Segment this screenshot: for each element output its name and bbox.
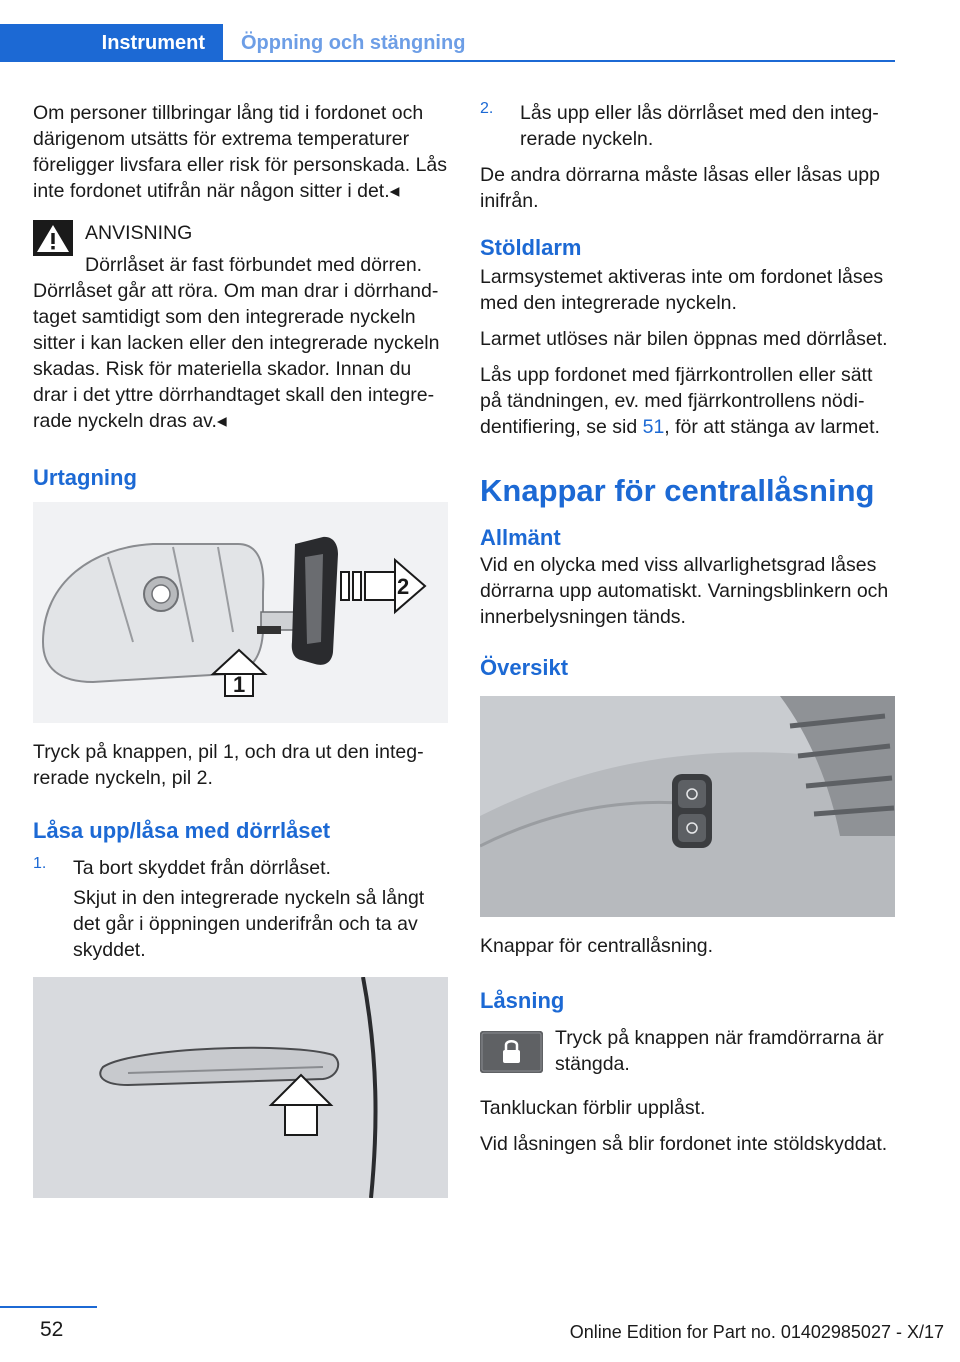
alarm-p3 bbox=[480, 362, 895, 440]
general-text: Vid en olycka med viss allvarlighetsgrad låses dörrarna upp automatiskt. Varningsblinkern och innerbelysningen tänds. bbox=[480, 554, 889, 628]
list-item bbox=[33, 855, 448, 963]
overview-caption: Knappar för centrallåsning. bbox=[480, 935, 714, 957]
doors-text: De andra dörrarna måste låsas eller låsas upp inifrån. bbox=[480, 164, 880, 212]
notice-body: Dörrlåset går att röra. Om man drar i dörrhandtaget samtidigt som den integrerade nyckeln sitter i kan lacken eller den integrerade nyckeln skadas. Risk för materiella skador. Innan du drar i det yttre dörrhandtaget skall den integrerade nyckeln dras av.◂ bbox=[33, 280, 440, 432]
notice-heading: ANVISNING bbox=[85, 222, 193, 244]
tab-opening-closing[interactable]: Öppning och stängning bbox=[241, 32, 466, 54]
right-column bbox=[480, 100, 895, 1167]
step1-text: Ta bort skyddet från dörrlåset. bbox=[73, 857, 331, 879]
heading-central-locking: Knappar för centrallåsning bbox=[480, 473, 875, 508]
heading-overview: Översikt bbox=[480, 655, 569, 680]
locking-row bbox=[480, 1025, 895, 1085]
figure-central-lock-buttons bbox=[480, 696, 895, 917]
figure-door-handle bbox=[33, 977, 448, 1198]
list-number: 1. bbox=[33, 855, 47, 872]
figure-key-removal bbox=[33, 502, 448, 723]
locking-text: Tryck på knappen när framdörrarna är stängda. bbox=[555, 1027, 884, 1075]
warning-triangle-icon bbox=[33, 220, 73, 256]
notice-block bbox=[33, 220, 448, 434]
heading-lock-door: Låsa upp/låsa med dörrlåset bbox=[33, 818, 331, 843]
alarm-p2: Larmet utlöses när bilen öppnas med dörrlåset. bbox=[480, 328, 888, 350]
list-number: 2. bbox=[480, 100, 494, 117]
heading-locking: Låsning bbox=[480, 988, 565, 1013]
header-bar bbox=[0, 0, 895, 62]
lock-icon bbox=[480, 1031, 543, 1073]
list-item bbox=[480, 100, 895, 152]
edition-text: Online Edition for Part no. 01402985027 - X/17 bbox=[569, 1322, 944, 1342]
alarm-p3-pre: Lås upp fordonet med fjärrkontrollen eller sätt på tändningen, ev. med fjärrkontrollens nödidentifiering, se sid bbox=[480, 364, 873, 438]
arrow-2 bbox=[341, 560, 425, 612]
removal-text: Tryck på knappen, pil 1, och dra ut den integrerade nyckeln, pil 2. bbox=[33, 741, 424, 789]
arrow1-label: 1 bbox=[233, 672, 246, 697]
page-link-51[interactable]: 51 bbox=[642, 416, 665, 438]
footer-divider bbox=[0, 1306, 97, 1308]
alarm-p1: Larmsystemet aktiveras inte om fordonet låses med den integrerade nyckeln. bbox=[480, 266, 884, 314]
step1-sub: Skjut in den integrerade nyckeln så långt det går i öppningen underifrån och ta av skyddet. bbox=[73, 887, 425, 961]
arrow2-label: 2 bbox=[397, 574, 410, 599]
heading-alarm: Stöldlarm bbox=[480, 235, 582, 260]
alarm-p3-post: , för att stänga av larmet. bbox=[664, 416, 880, 438]
heading-general: Allmänt bbox=[480, 525, 561, 550]
theft-text: Vid låsningen så blir fordonet inte stöldskyddat. bbox=[480, 1133, 888, 1155]
notice-line1: Dörrlåset är fast förbundet med dörren. bbox=[85, 254, 423, 276]
page-number: 52 bbox=[40, 1318, 64, 1341]
header-divider bbox=[0, 60, 895, 62]
step2-text: Lås upp eller lås dörrlåset med den integrerade nyckeln. bbox=[520, 102, 879, 150]
intro-paragraph: Om personer tillbringar lång tid i fordonet och därigenom utsätts för extrema temperaturer föreligger livsfara eller risk för personskada. Lås inte fordonet utifrån när någon sitter i det.◂ bbox=[33, 102, 448, 202]
fuel-text: Tankluckan förblir upplåst. bbox=[480, 1097, 706, 1119]
left-column bbox=[33, 100, 448, 1198]
heading-removal: Urtagning bbox=[33, 465, 137, 490]
tab-instrument[interactable]: Instrument bbox=[0, 24, 223, 62]
